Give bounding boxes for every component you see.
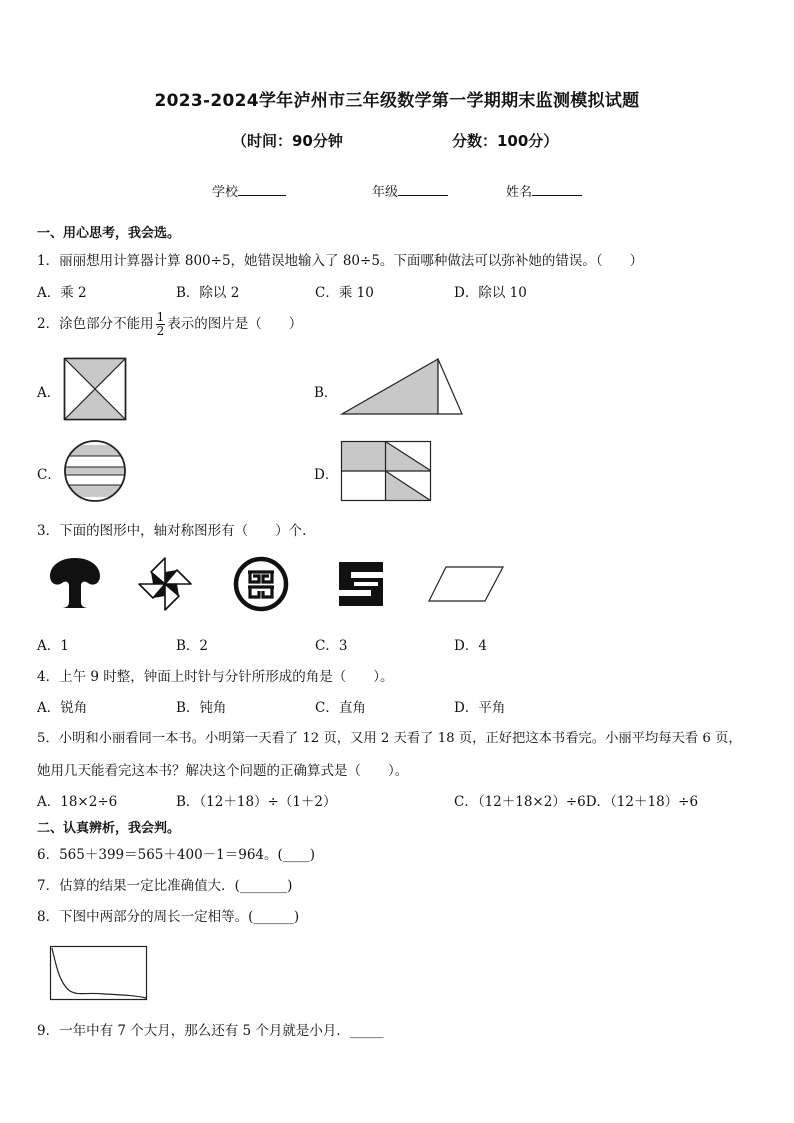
question-8: 8．下图中两部分的周长一定相等。(______)	[37, 909, 300, 925]
q4-option-d[interactable]: D．平角	[454, 700, 506, 716]
school-field	[212, 181, 286, 200]
q4-option-b[interactable]: B．钝角	[176, 700, 227, 716]
fraction-one-half	[156, 311, 166, 338]
page-title: 2023-2024学年泸州市三年级数学第一学期期末监测模拟试题	[154, 91, 640, 111]
question-3: 3．下面的图形中，轴对称图形有（ ）个.	[37, 523, 307, 539]
q5-option-c-d[interactable]: C．（12＋18×2）÷6D．（12＋18）÷6	[454, 794, 699, 810]
pinwheel-figure	[137, 556, 193, 612]
grade-field	[372, 181, 448, 200]
q2-option-a-label[interactable]: A．	[37, 385, 61, 401]
q4-option-c[interactable]: C．直角	[315, 700, 366, 716]
square-diagonals-figure	[64, 358, 126, 420]
question-5-line-1: 5．小明和小丽看同一本书。小明第一天看了 12 页，又用 2 天看了 18 页，正好把这本书看完。小丽平均每天看 6 页，	[37, 731, 742, 746]
s-shape-logo-figure	[333, 560, 389, 608]
school-blank[interactable]	[238, 181, 286, 196]
question-1: 1．丽丽想用计算器计算 800÷5，她错误地输入了 80÷5。下面哪种做法可以弥补她的错误。（ ）	[37, 253, 644, 269]
q1-option-c[interactable]: C．乘 10	[315, 285, 374, 301]
parallelogram-figure	[428, 566, 504, 602]
q3-option-b[interactable]: B．2	[176, 638, 209, 654]
grid-rectangle-figure	[341, 441, 431, 501]
anchor-logo-figure	[48, 556, 102, 610]
question-9: 9．一年中有 7 个大月，那么还有 5 个月就是小月．_____	[37, 1023, 384, 1039]
q2-text-post: 表示的图片是（ ）	[167, 316, 303, 332]
q3-option-c[interactable]: C．3	[315, 638, 348, 654]
question-4: 4．上午 9 时整，钟面上时针与分针所形成的角是（ ）。	[37, 669, 394, 685]
name-field	[506, 181, 582, 200]
q2-option-b-label[interactable]: B．	[314, 385, 338, 401]
q2-text-pre: 2．涂色部分不能用	[37, 316, 154, 332]
question-2	[37, 311, 302, 338]
question-7: 7．估算的结果一定比准确值大．(_______)	[37, 878, 293, 894]
q2-option-d-label[interactable]: D．	[314, 467, 339, 483]
fraction-denominator: 2	[156, 324, 165, 338]
grade-label: 年级	[372, 185, 399, 200]
fraction-numerator: 1	[156, 310, 165, 324]
school-label: 学校	[212, 185, 239, 200]
question-5-line-2: 她用几天能看完这本书？解决这个问题的正确算式是（ ）。	[37, 763, 409, 779]
section-2-title: 二、认真辨析，我会判。	[37, 821, 181, 836]
right-triangle-figure	[341, 358, 463, 416]
name-label: 姓名	[506, 185, 533, 200]
q1-option-a[interactable]: A．乘 2	[37, 285, 87, 301]
section-1-title: 一、用心思考，我会选。	[37, 226, 181, 241]
q2-option-c-label[interactable]: C．	[37, 467, 61, 483]
exam-time: （时间：90分钟	[232, 132, 343, 150]
name-blank[interactable]	[532, 181, 582, 196]
q3-option-a[interactable]: A．1	[37, 638, 69, 654]
q1-option-d[interactable]: D．除以 10	[454, 285, 527, 301]
striped-circle-figure	[64, 440, 126, 502]
q3-option-d[interactable]: D．4	[454, 638, 487, 654]
q5-option-a[interactable]: A．18×2÷6	[37, 794, 118, 810]
grade-blank[interactable]	[398, 181, 448, 196]
question-6: 6．565＋399＝565＋400－1＝964。(____)	[37, 847, 316, 863]
circular-seal-logo-figure	[233, 556, 289, 612]
divided-rectangle-figure	[50, 946, 148, 1001]
q5-option-b[interactable]: B．（12＋18）÷（1＋2）	[176, 794, 337, 810]
exam-score: 分数：100分）	[452, 132, 559, 150]
q4-option-a[interactable]: A．锐角	[37, 700, 88, 716]
q1-option-b[interactable]: B．除以 2	[176, 285, 240, 301]
